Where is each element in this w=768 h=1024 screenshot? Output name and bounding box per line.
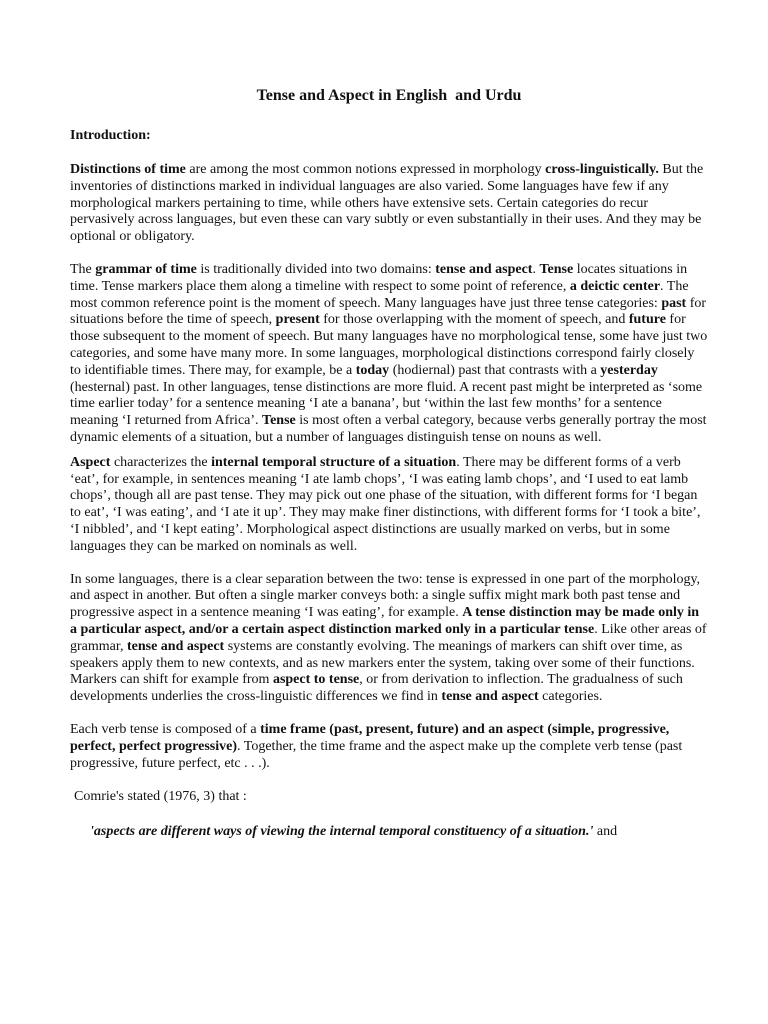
paragraph-text: In some languages, there is a clear separation between the two: tense is expressed in one part of the morphology, and aspect in another. But often a single marker conveys both: a single suffix might mark both past tense and progressive aspect in a sentence meaning ‘I was eating’, for example. [70, 571, 701, 621]
bold-term: Aspect [70, 454, 111, 470]
bold-term: A tense distinction may be made only in a particular aspect, and/or a certain aspect distinction marked only in a particular tense [70, 605, 700, 637]
paragraph-text: . [532, 261, 540, 277]
quote-tail: and [596, 824, 618, 840]
bold-term: Tense [539, 261, 574, 277]
bold-term: yesterday [600, 362, 658, 378]
bold-term: future [628, 312, 666, 328]
bold-term: past [661, 295, 687, 311]
bold-term: grammar of time [95, 261, 197, 277]
comrie-citation: Comrie's stated (1976, 3) that : [74, 789, 247, 805]
paragraph-text: . There may be different forms of a verb ‘eat’, for example, in sentences meaning ‘I ate lamb chops’, ‘I was eating lamb chops’, and ‘I used to eat lamb chops’, though all are past tense. They may pick out one phase of the situation, with different forms for ‘I began to eat’, ‘I was eating’, and ‘I ate it up’. They may make finer distinctions, with different forms for ‘I took a bite’, ‘I nibbled’, and ‘I kept eating’. Morphological aspect distinctions are usually marked on verbs, but in some languages they can be marked on nominals as well. [70, 454, 701, 554]
bold-term: time frame (past, present, future) and an aspect (simple, progressive, perfect, perfect progressive) [70, 721, 670, 754]
paragraph-text: , or from derivation to inflection. The gradualness of such developments underlies the cross-linguistic differences we find in [70, 672, 683, 705]
paragraph-text: for situations before the time of speech, [70, 295, 707, 328]
paragraph-grammar-of-time [70, 262, 708, 447]
bold-term: internal temporal structure of a situation [211, 454, 457, 470]
bold-term: Tense [262, 413, 296, 429]
paragraph-verb-tense-composition [70, 722, 708, 772]
paragraph-text: is traditionally divided into two domains: [196, 261, 436, 277]
bold-term: today [355, 362, 390, 378]
paragraph-tense-aspect-separation [70, 572, 708, 706]
bold-term: a deictic center [569, 278, 661, 294]
paragraph-text: The [70, 261, 96, 277]
paragraph-text: . Together, the time frame and the aspect make up the complete verb tense (past progressive, future perfect, etc . . .). [70, 738, 683, 771]
paragraph-text: (hodiernal) past that contrasts with a [389, 362, 601, 378]
paragraph-text: characterizes the [110, 454, 212, 470]
paragraph-text: But the inventories of distinctions marked in individual languages are also varied. Some languages have few if any morphological markers pertaining to time, while others have extensive sets. Certain categories do recur pervasively across languages, but even these can vary subtly or even substantially in their uses. And they may be optional or obligatory. [70, 162, 704, 245]
paragraph-text: (hesternal) past. In other languages, tense distinctions are more fluid. A recent past might be interpreted as ‘some time earlier today’ for a sentence meaning ‘I ate a banana’, but ‘within the last few months’ for a sentence meaning ‘I returned from Africa’. [70, 379, 703, 429]
bold-term: tense and aspect [126, 638, 225, 654]
document-title: Tense and Aspect in English and Urdu [256, 87, 522, 104]
paragraph-aspect [70, 455, 708, 556]
paragraph-text: are among the most common notions expressed in morphology [185, 162, 546, 177]
paragraph-distinctions-of-time [70, 162, 708, 246]
bold-term: cross-linguistically. [545, 162, 659, 177]
paragraph-text: is most often a verbal category, because verbs generally portray the most dynamic elements of a situation, but a number of languages distinguish tense on nouns as well. [70, 413, 707, 445]
bold-term: tense and aspect [441, 689, 539, 705]
quote-text: 'aspects are different ways of viewing the internal temporal constituency of a situation.' [90, 824, 594, 840]
paragraph-text: . The most common reference point is the moment of speech. Many languages have just three tense categories: [70, 278, 689, 311]
paragraph-text: systems are constantly evolving. The meanings of markers can shift over time, as speakers apply them to new contexts, and as new markers enter the system, taking over some of their functions. Markers can shift for example from [70, 638, 695, 688]
introduction-heading: Introduction: [70, 128, 151, 143]
paragraph-text: Each verb tense is composed of a [70, 721, 261, 737]
paragraph-text: . Like other areas of grammar, [70, 621, 707, 654]
bold-term: tense and aspect [435, 261, 533, 277]
comrie-quote [90, 823, 708, 840]
bold-term: present [275, 312, 320, 328]
paragraph-text: locates situations in time. Tense markers place them along a timeline with respect to some point of reference, [70, 261, 688, 294]
bold-term: aspect to tense [272, 672, 360, 688]
paragraph-text: for those subsequent to the moment of speech. But many languages have no morphological tense, some have just two categories, and some have many more. In some languages, morphological distinctions correspond fairly closely to identifiable times. There may, for example, be a [70, 312, 708, 378]
bold-term: Distinctions of time [70, 162, 186, 177]
paragraph-text: categories. [538, 689, 603, 705]
paragraph-text: for those overlapping with the moment of speech, and [319, 312, 629, 328]
